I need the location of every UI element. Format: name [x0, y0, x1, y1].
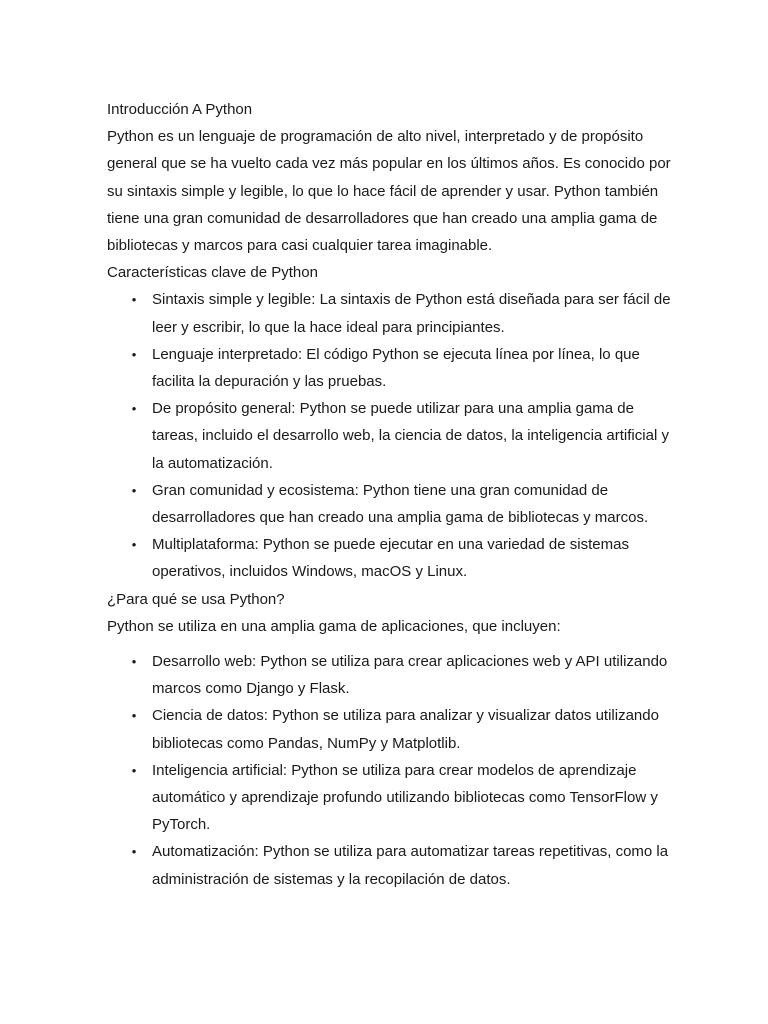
list-item — [107, 395, 677, 477]
features-heading: Características clave de Python — [107, 264, 318, 282]
list-item-text: Automatización: Python se utiliza para automatizar tareas repetitivas, como la administración de sistemas y la recopilación de datos. — [152, 843, 669, 888]
list-item-text: De propósito general: Python se puede utilizar para una amplia gama de tareas, incluido el desarrollo web, la ciencia de datos, la inteligencia artificial y la automatización. — [152, 400, 669, 472]
list-item — [107, 702, 677, 756]
list-item-text: Lenguaje interpretado: El código Python se ejecuta línea por línea, lo que facilita la depuración y las pruebas. — [152, 345, 640, 391]
list-item — [107, 757, 677, 839]
list-item — [107, 286, 677, 340]
bullet-icon: • — [131, 482, 137, 498]
list-item-text: Gran comunidad y ecosistema: Python tiene una gran comunidad de desarrolladores que han creado una amplia gama de bibliotecas y marcos. — [152, 481, 649, 527]
list-item-text: Desarrollo web: Python se utiliza para crear aplicaciones web y API utilizando marcos como Django y Flask. — [152, 653, 668, 698]
list-item — [107, 838, 677, 892]
list-item — [107, 648, 677, 702]
intro-paragraph: Python es un lenguaje de programación de alto nivel, interpretado y de propósito general que se ha vuelto cada vez más popular en los últimos años. Es conocido por su sintaxis simple y legible, lo que lo hace fácil de aprender y usar. Python también tiene una gran comunidad de desarrolladores que han creado una amplia gama de bibliotecas y marcos para casi cualquier tarea imaginable. — [107, 128, 671, 255]
features-list — [107, 286, 677, 585]
list-item-text: Inteligencia artificial: Python se utiliza para crear modelos de aprendizaje automático y aprendizaje profundo utilizando bibliotecas como TensorFlow y PyTorch. — [152, 761, 658, 834]
bullet-icon: • — [131, 292, 137, 308]
bullet-icon: • — [131, 346, 137, 362]
list-item-text: Ciencia de datos: Python se utiliza para analizar y visualizar datos utilizando bibliotecas como Pandas, NumPy y Matplotlib. — [152, 707, 659, 752]
uses-heading: ¿Para qué se usa Python? — [107, 590, 285, 608]
document-title: Introducción A Python — [107, 101, 253, 118]
list-item — [107, 341, 677, 395]
bullet-icon: • — [131, 537, 137, 553]
list-item-text: Sintaxis simple y legible: La sintaxis de Python está diseñada para ser fácil de leer y escribir, lo que la hace ideal para principiantes. — [152, 291, 671, 336]
bullet-icon: • — [131, 401, 137, 417]
bullet-icon: • — [131, 708, 137, 724]
uses-intro-paragraph: Python se utiliza en una amplia gama de aplicaciones, que incluyen: — [107, 617, 561, 635]
list-item-text: Multiplataforma: Python se puede ejecutar en una variedad de sistemas operativos, incluidos Windows, macOS y Linux. — [152, 536, 629, 581]
document-page — [107, 96, 677, 893]
uses-list — [107, 648, 677, 893]
list-item — [107, 477, 677, 531]
bullet-icon: • — [131, 844, 137, 860]
bullet-icon: • — [131, 762, 137, 778]
list-item — [107, 531, 677, 585]
bullet-icon: • — [131, 654, 137, 670]
